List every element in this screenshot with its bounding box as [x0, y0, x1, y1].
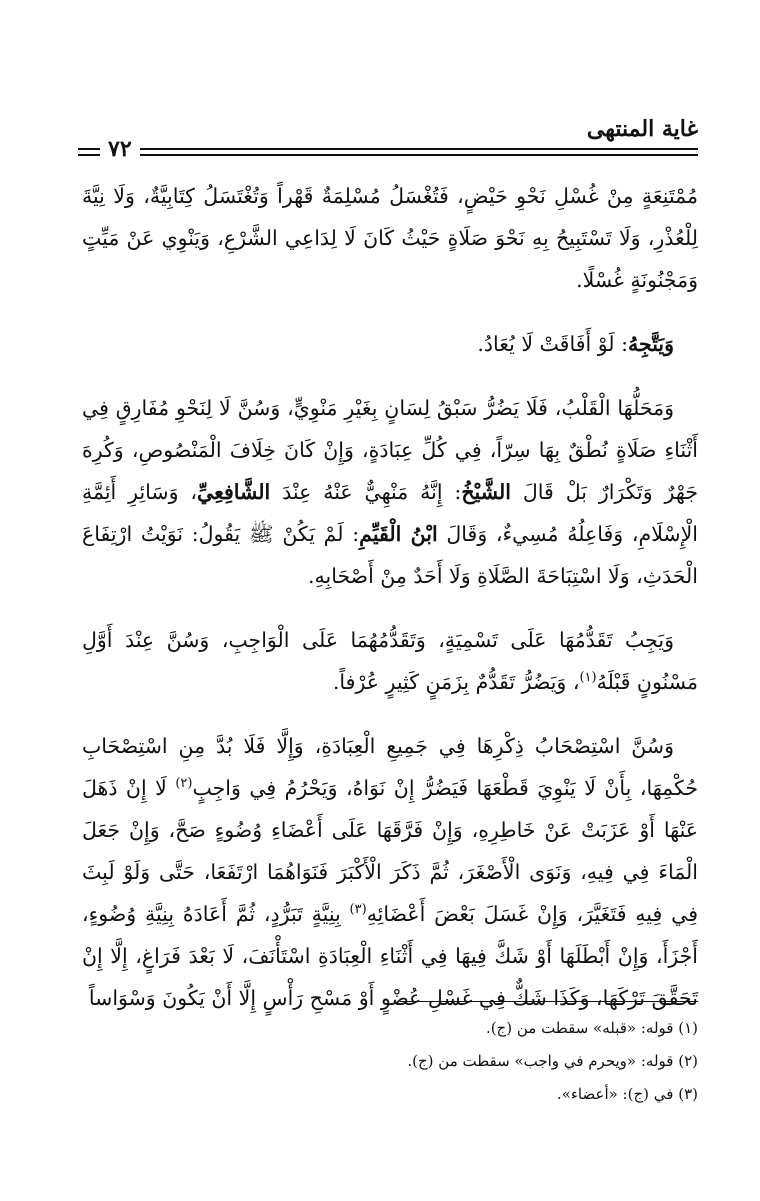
- footnote-separator: [400, 1001, 698, 1002]
- footnote-3: (٣) في (ج): «أعضاء».: [556, 1085, 698, 1103]
- paragraph-3-part-a: وَمَحَلُّهَا الْقَلْبُ، فَلَا يَضُرُّ سَبْقُ لِسَانٍ بِغَيْرِ مَنْوِيٍّ، وَسُنَّ لَا لِنَحْوِ مُفَارِقٍ فِي أَثْنَاءِ صَلَاةٍ نُطْقٌ بِهَا سِرّاً، فِي كُلِّ عِبَادَةٍ، وَإِنْ كَانَ خِلَافَ الْمَنْصُوصِ، وَكُرِهَ جَهْرٌ وَتَكْرَارٌ بَلْ قَالَ: [82, 396, 698, 504]
- footnote-1: (١) قوله: «قبله» سقطت من (ج).: [485, 1019, 698, 1037]
- page-number: ٧٢: [100, 136, 140, 162]
- footnote-2: (٢) قوله: «ويحرم في واجب» سقطت من (ج).: [407, 1052, 698, 1070]
- header-rule-bottom: [78, 154, 698, 156]
- paragraph-5-part-c: بِنِيَّةٍ تَبَرُّدٍ، ثُمَّ أَعَادَهُ بِنِيَّةِ وُضُوءٍ، أَجْزَأَ، وَإِنْ أَبْطَلَهَا أَوْ شَكَّ فِيهَا فِي أَثْنَاءِ الْعِبَادَةِ اسْتَأْنَفَ، لَا بَعْدَ فَرَاغٍ، إِلَّا إِنْ تَحَقَّقَ تَرْكَهَا، وَكَذَا شَكٌّ فِي غَسْلِ عُضْوٍ أَوْ مَسْحِ رَأْسٍ إِلَّا أَنْ يَكُونَ وَسْوَاساً: [82, 902, 698, 1010]
- header-rule-end-bottom: [78, 154, 94, 156]
- paragraph-5: [82, 725, 698, 1019]
- paragraph-4-part-a: وَيَجِبُ تَقَدُّمُهَا عَلَى تَسْمِيَةٍ، وَتَقَدُّمُهُمَا عَلَى الْوَاجِبِ، وَسُنَّ عِنْدَ أَوَّلِ مَسْنُونٍ قَبْلَهُ: [82, 628, 698, 694]
- paragraph-1-text: مُمْتَنِعَةٍ مِنْ غُسْلِ نَحْوِ حَيْضٍ، فَتُغْسَلُ مُسْلِمَةٌ قَهْراً وَتُغْتَسَلُ كِتَابِيَّةٌ، وَلَا نِيَّةَ لِلْعُذْرِ، وَلَا تَسْتَبِيحُ بِهِ نَحْوَ صَلَاةٍ حَيْثُ كَانَ لَا لِدَاعِي الشَّرْعِ، وَيَنْوِي عَنْ مَيِّتٍ وَمَجْنُونَةٍ غُسْلًا.: [82, 184, 698, 292]
- paragraph-1: [82, 175, 698, 301]
- page-header: [78, 116, 698, 162]
- paragraph-4: [82, 619, 698, 703]
- name-shafii: الشَّافِعِيِّ: [196, 480, 271, 504]
- main-text: [82, 175, 698, 1019]
- paragraph-2-label: وَيَتَّجِهُ: [627, 332, 674, 356]
- paragraph-3-part-d: : لَمْ يَكُنْ ﷺ يَقُولُ: نَوَيْتُ ارْتِفَاعَ الْحَدَثِ، وَلَا اسْتِبَاحَةَ الصَّلَاةِ وَلَا أَحَدٌ مِنْ أَصْحَابِهِ.: [82, 522, 698, 588]
- header-rule-end-top: [78, 148, 94, 150]
- paragraph-3-part-b: : إِنَّهُ مَنْهِيٌّ عَنْهُ عِنْدَ: [282, 480, 462, 504]
- paragraph-5-part-b: لَا إِنْ ذَهَلَ عَنْهَا أَوْ عَزَبَتْ عَنْ خَاطِرِهِ، وَإِنْ فَرَّقَهَا عَلَى أَعْضَاءِ وُضُوءٍ صَحَّ، وَإِنْ جَعَلَ الْمَاءَ فِي فِيهِ، وَنَوَى الْأَصْغَرَ، ثُمَّ ذَكَرَ الْأَكْبَرَ فَنَوَاهُمَا ارْتَفَعَا، حَتَّى وَلَوْ لَبِثَ فِي فِيهِ فَتَغَيَّرَ، وَإِنْ غَسَلَ بَعْضَ أَعْضَائِهِ: [82, 776, 698, 926]
- footnote-ref-1: (١): [579, 670, 597, 686]
- header-rule-top: [78, 148, 698, 150]
- paragraph-2-text: : لَوْ أَفَاقَتْ لَا يُعَادُ.: [477, 332, 628, 356]
- name-shaykh: الشَّيْخُ: [461, 480, 511, 504]
- footnote-ref-2: (٢): [175, 776, 193, 792]
- book-title: غاية المنتهى: [586, 116, 698, 142]
- paragraph-5-part-a: وَسُنَّ اسْتِصْحَابُ ذِكْرِهَا فِي جَمِيعِ الْعِبَادَةِ، وَإِلَّا فَلَا بُدَّ مِنِ اسْتِصْحَابِ حُكْمِهَا، بِأَنْ لَا يَنْوِيَ قَطْعَهَا فَيَضُرُّ إِنْ نَوَاهُ، وَيَحْرُمُ فِي وَاجِبٍ: [82, 734, 698, 800]
- footnote-ref-3: (٣): [349, 902, 367, 918]
- paragraph-2: [82, 323, 698, 365]
- name-ibn-qayyim: ابْنُ الْقَيِّمِ: [359, 522, 438, 546]
- paragraph-3: [82, 387, 698, 597]
- footnotes: [82, 1012, 698, 1111]
- paragraph-3-part-c: ، وَسَائِرِ أَئِمَّةِ الْإِسْلَامِ، وَفَاعِلُهُ مُسِيءٌ، وَقَالَ: [82, 480, 698, 546]
- paragraph-4-part-b: ، وَيَضُرُّ تَقَدُّمٌ بِزَمَنٍ كَثِيرٍ عُرْفاً.: [332, 670, 580, 694]
